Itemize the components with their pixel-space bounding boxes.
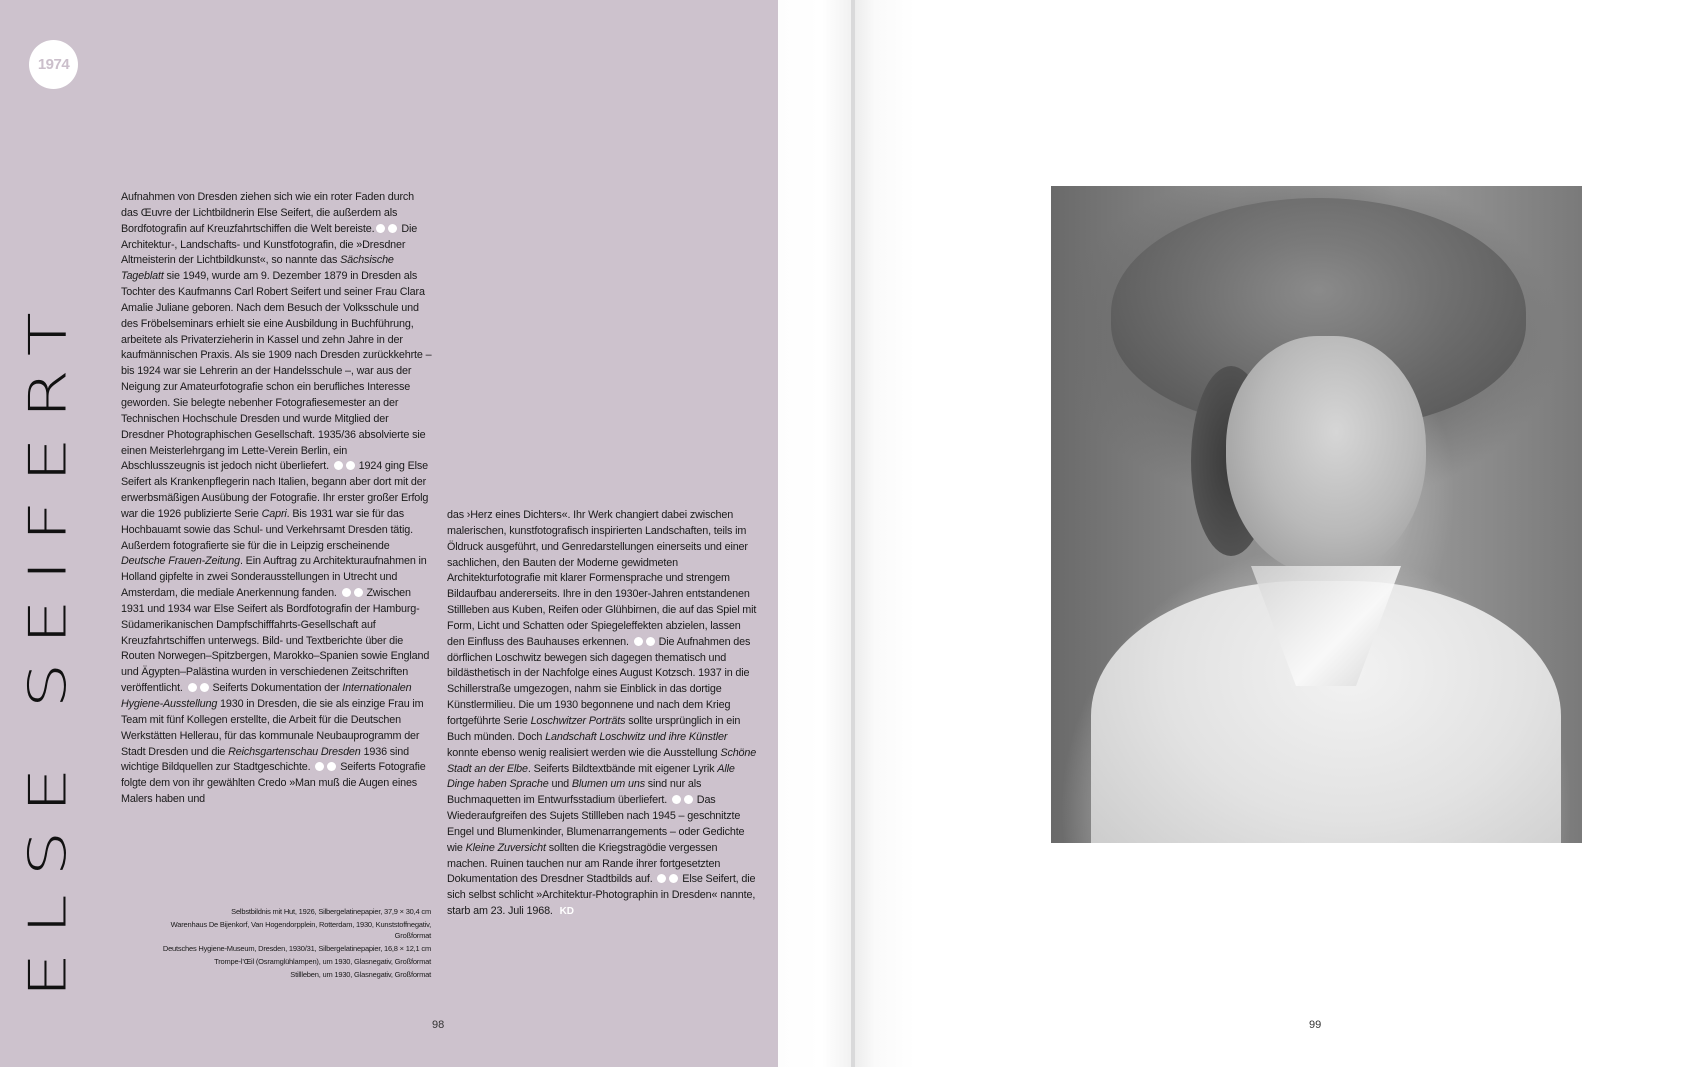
text-run: Die Architektur-, Landschafts- und Kunstfotografin, die »Dresdner Altmeisterin der Lichtbildkunst«, so nannte das: [121, 222, 418, 267]
italic-title: Schöne Stadt an der Elbe: [447, 746, 757, 775]
text-run: Else Seifert, die sich selbst schlicht »Architektur-Photographin in Dresden« nannte, starb am 23. Juli 1968.: [447, 873, 756, 918]
text-run: das ›Herz eines Dichters«. Ihr Werk changiert dabei zwischen malerischen, kunstfotografisch inspirierten Landschaften, teils im Öldruck ausgeführt, und Genredarstellungen einerseits und einer sachlichen, den Bauten der Moderne gewidmeten Architekturfotografie mit klarer Formensprache und strengem Bildaufbau andererseits. Ihre in den 1930er-Jahren entstandenen Stillleben aus Kuben, Reifen oder Glühbirnen, die auf das Spiel mit Form, Licht und Schatten oder Spiegeleffekten abzielen, lassen den Einfluss des Bauhauses erkennen.: [447, 509, 757, 648]
text-run: sollten die Kriegstragödie vergessen machen. Ruinen tauchen nur am Rande ihrer fortgesetzten Dokumentation des Dresdner Stadtbilds auf.: [447, 841, 721, 886]
page-number-left: 98: [432, 1019, 445, 1031]
separator-dot: [188, 683, 197, 692]
year-badge: 1974: [29, 40, 78, 89]
separator-dot: [346, 461, 355, 470]
separator-dot: [327, 762, 336, 771]
portrait-photo: [1051, 186, 1582, 843]
italic-title: Landschaft Loschwitz und ihre Künstler: [545, 730, 728, 743]
separator-dot: [634, 637, 643, 646]
separator-dot: [334, 461, 343, 470]
text-run: sie 1949, wurde am 9. Dezember 1879 in Dresden als Tochter des Kaufmanns Carl Robert Seifert und seiner Frau Clara Amalie Juliane geboren. Nach dem Besuch der Volksschule und des Fröbelseminars erhielt sie eine Ausbildung in Buchführung, arbeitete als Privaterzieherin in Kassel und zehn Jahre in der kaufmännischen Praxis. Als sie 1909 nach Dresden zurückkehrte – bis 1924 war sie Lehrerin an der Handelsschule –, war aus der Neigung zur Amateurfotografie schon ein berufliches Interesse geworden. Sie belegte nebenher Fotografiesemester an der Technischen Hochschule Dresden und wurde Mitglied der Dresdner Photographischen Gesellschaft. 1935/36 absolvierte sie einen Meisterlehrgang im Lette-Verein Berlin, ein Abschlusszeugnis ist jedoch nicht überliefert.: [121, 270, 432, 473]
text-run: Seiferts Dokumentation der: [209, 682, 343, 695]
separator-dot: [646, 637, 655, 646]
text-run: konnte ebenso wenig realisiert werden wie die Ausstellung: [447, 746, 721, 759]
text-run: und: [548, 778, 572, 791]
caption-line: Stillleben, um 1930, Glasnegativ, Großformat: [290, 969, 431, 979]
caption-line: Selbstbildnis mit Hut, 1926, Silbergelatinepapier, 37,9 × 30,4 cm: [231, 907, 431, 916]
italic-title: Loschwitzer Porträts: [530, 714, 626, 727]
body-text-column-2: [447, 508, 759, 920]
author-initials: KD: [559, 906, 574, 918]
caption-line: Deutsches Hygiene-Museum, Dresden, 1930/31, Silbergelatinepapier, 16,8 × 12,1 cm: [162, 944, 431, 954]
text-run: Die Aufnahmen des dörflichen Loschwitz bewegen sich dagegen thematisch und bildästhetisch in der Nachfolge eines August Kotzsch. 1937 in die Schillerstraße umgezogen, nahm sie Einblick in das dortige Künstlermilieu. Die um 1930 begonnene und nach dem Krieg fortgeführte Serie: [447, 635, 751, 727]
separator-dot: [342, 588, 351, 597]
col2-paragraph: [447, 508, 759, 920]
text-run: Seiferts Fotografie folgte dem von ihr gewählten Credo »Man muß die Augen eines Malers haben und: [121, 761, 426, 806]
photo-face: [1226, 336, 1426, 576]
separator-dot: [684, 795, 693, 804]
separator-dot: [354, 588, 363, 597]
vertical-title: ELSE SEIFERT: [17, 294, 78, 998]
text-run: . Ein Auftrag zu Architekturaufnahmen in Holland gipfelte in zwei Sonderausstellungen in Utrecht und Amsterdam, die mediale Anerkennung fanden.: [121, 555, 427, 600]
italic-title: Internationalen Hygiene-Ausstellung: [121, 682, 412, 710]
separator-dot: [657, 874, 666, 883]
col1-paragraph: [121, 190, 432, 808]
text-run: 1936 sind wichtige Bildquellen zur Stadtgeschichte.: [121, 745, 409, 774]
italic-title: Sächsische Tageblatt: [121, 254, 394, 283]
text-run: Aufnahmen von Dresden ziehen sich wie ein roter Faden durch das Œuvre der Lichtbildnerin Else Seifert, die außerdem als Bordfotografin auf Kreuzfahrtschiffen die Welt bereiste.: [121, 191, 415, 235]
left-page: [0, 0, 778, 1067]
text-run: sollte ursprünglich in ein Buch münden. Doch: [447, 714, 741, 743]
text-run: Das Wiederaufgreifen des Sujets Stillleben nach 1945 – geschnitzte Engel und Blumenkinder, Blumenarrangements – oder Gedichte wie: [447, 794, 745, 854]
separator-dot: [315, 762, 324, 771]
separator-dot: [672, 795, 681, 804]
text-run: Zwischen 1931 und 1934 war Else Seifert als Bordfotografin der Hamburg-Südamerikanischen Dampfschifffahrts-Gesellschaft auf Kreuzfahrtschiffen unterwegs. Bild- und Textberichte über die Routen Norwegen–Spitzbergen, Marokko–Spanien sowie England und Ägypten–Palästina wurden in verschiedenen Zeitschriften veröffentlicht.: [121, 587, 430, 695]
page-fold-shadow: [778, 0, 852, 1067]
separator-dot: [669, 874, 678, 883]
italic-title: Blumen um uns: [571, 778, 645, 791]
italic-title: Capri: [261, 507, 287, 520]
text-run: . Bis 1931 war sie für das Hochbauamt sowie das Schul- und Verkehrsamt Dresden tätig. Außerdem fotografierte sie für die in Leipzig erscheinende: [121, 507, 413, 552]
text-run: 1930 in Dresden, die sie als einzige Frau im Team mit fünf Kollegen erstellte, die Arbeit für die Deutschen Werkstätten Hellerau, für das kommunale Neubauprogramm der Stadt Dresden und die: [121, 698, 424, 758]
body-text-column-1: [121, 190, 432, 808]
text-run: sind nur als Buchmaquetten im Entwurfsstadium überliefert.: [447, 778, 702, 807]
caption-line: Warenhaus De Bijenkorf, Van Hogendorpplein, Rotterdam, 1930, Kunststoffnegativ, Großformat: [170, 919, 431, 941]
page-number-right: 99: [1309, 1019, 1322, 1031]
separator-dot: [200, 683, 209, 692]
text-run: 1924 ging Else Seifert als Krankenpflegerin nach Italien, begann aber dort mit der erwerbsmäßigen Ausübung der Fotografie. Ihr erster großer Erfolg war die 1926 publizierte Serie: [121, 460, 429, 520]
image-captions: [150, 906, 431, 981]
italic-title: Kleine Zuversicht: [465, 841, 546, 854]
separator-dot: [376, 224, 385, 233]
italic-title: Alle Dinge haben Sprache: [447, 762, 735, 791]
italic-title: Deutsche Frauen-Zeitung: [121, 555, 240, 568]
caption-line: Trompe-l’Œil (Osramglühlampen), um 1930, Glasnegativ, Großformat: [214, 956, 431, 966]
italic-title: Reichsgartenschau Dresden: [228, 745, 361, 758]
separator-dot: [388, 224, 397, 233]
text-run: . Seiferts Bildtextbände mit eigener Lyrik: [527, 762, 718, 775]
